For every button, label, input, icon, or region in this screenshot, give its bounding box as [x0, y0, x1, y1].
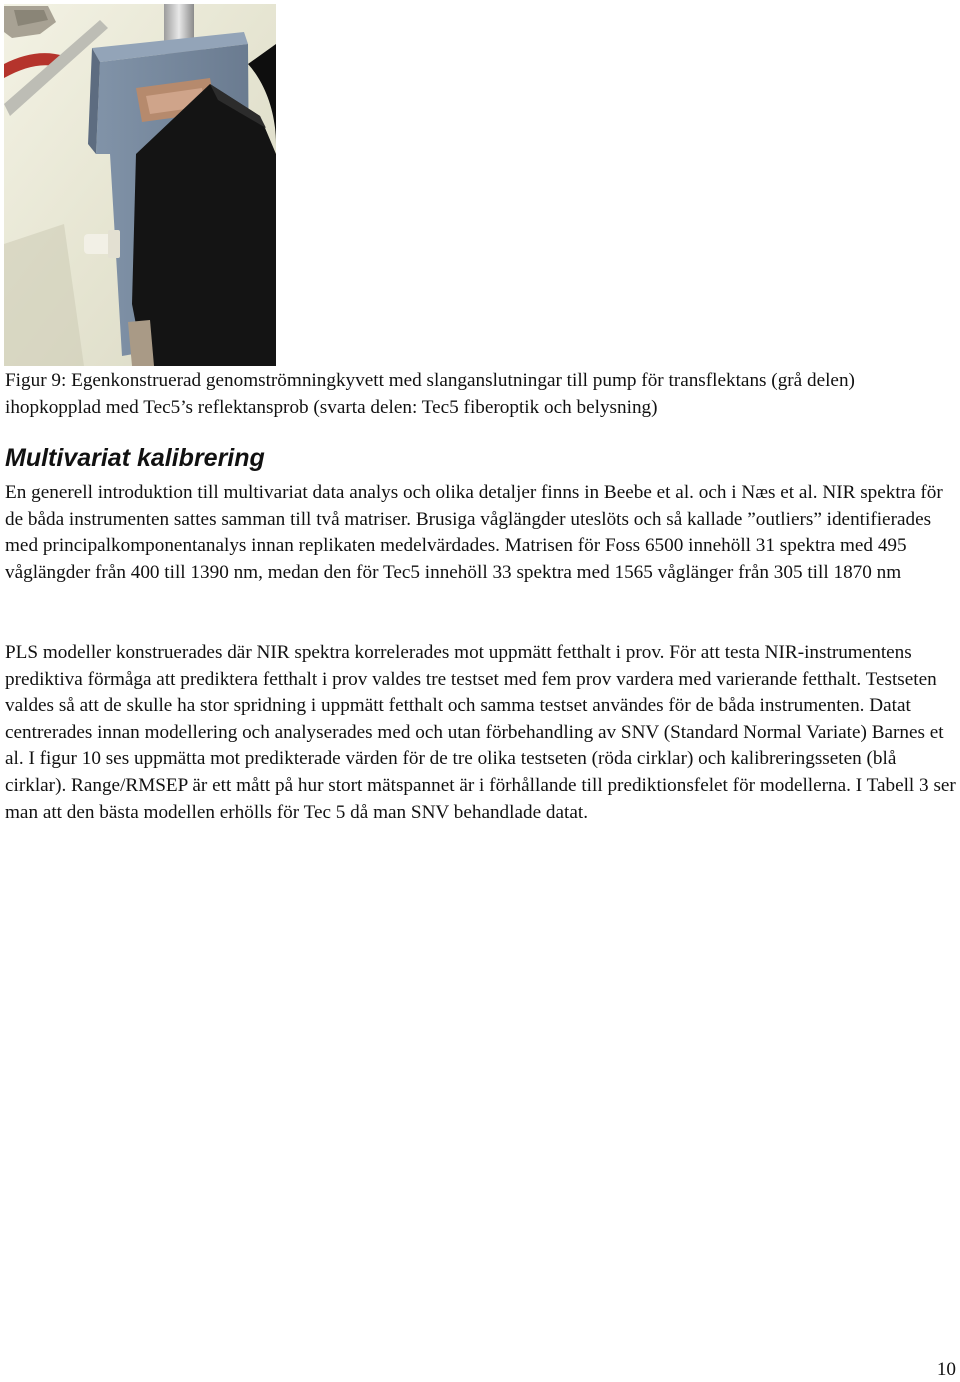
- photo-plastic-screw-head: [108, 230, 120, 258]
- body-paragraph-1: En generell introduktion till multivariat data analys och olika detaljer finns in Beebe et al. och i Næs et al. NIR spektra för de båda instrumenten sattes samman till två matriser. Brusiga våglängder uteslöts och så kallade ”outliers” identifierades med principalkomponentanalys innan replikaten medelvärdades. Matrisen för Foss 6500 innehöll 31 spektra med 495 våglängder från 400 till 1390 nm, medan den för Tec5 innehöll 33 spektra med 1565 våglänger från 305 till 1870 nm: [5, 482, 943, 583]
- section-heading: Multivariat kalibrering: [5, 444, 265, 472]
- body-paragraph-2: PLS modeller konstruerades där NIR spektra korrelerades mot uppmätt fetthalt i prov. För att testa NIR-instrumentens prediktiva förmåga att prediktera fetthalt i prov valdes tre testset med fem prov vardera med varierande fetthalt. Testseten valdes så att de skulle ha stor spridning i uppmätt fetthalt och samma testset användes för de båda instrumenten. Datat centrerades innan modellering och analyserades med och utan förbehandling av SNV (Standard Normal Variate) Barnes et al. I figur 10 ses uppmätta mot predikterade värden för de tre olika testseten (röda cirklar) och kalibreringsseten (blå cirklar). Range/RMSEP är ett mått på hur stort mätspannet är i förhållande till prediktionsfelet för modellerna. I Tabell 3 ser man att den bästa modellen erhölls för Tec 5 då man SNV behandlade datat.: [5, 642, 956, 823]
- figure-caption: Figur 9: Egenkonstruerad genomströmningkyvett med slanganslutningar till pump för transflektans (grå delen) ihopkopplad med Tec5’s reflektansprob (svarta delen: Tec5 fiberoptik och belysning): [5, 370, 855, 418]
- photo-bottom-fitting: [128, 320, 154, 366]
- page-number: 10: [936, 1359, 956, 1380]
- figure-photo: [4, 4, 276, 366]
